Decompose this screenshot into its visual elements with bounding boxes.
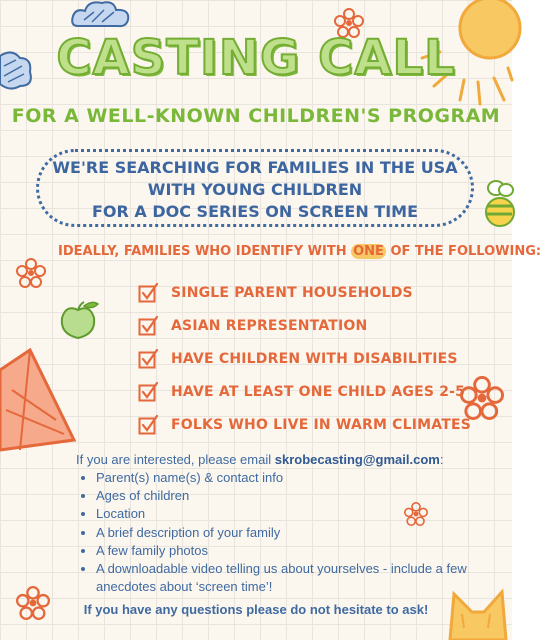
checklist-item <box>138 309 458 342</box>
checkbox-icon <box>138 316 158 336</box>
contact-intro-after: : <box>439 452 444 467</box>
checkbox-icon <box>138 283 158 303</box>
list-item: • Ages of children <box>96 487 488 505</box>
checklist-label: SINGLE PARENT HOUSEHOLDS <box>171 284 413 301</box>
list-item: • A few family photos <box>96 542 488 560</box>
checklist-label: ASIAN REPRESENTATION <box>171 317 368 334</box>
contact-email: skrobecasting@gmail.com <box>274 452 440 467</box>
checklist-label: HAVE AT LEAST ONE CHILD AGES 2-5 <box>171 383 466 400</box>
poster-title: CASTING CALL <box>56 30 456 86</box>
checklist-item <box>138 408 472 441</box>
contact-section <box>76 452 488 596</box>
apple-icon <box>56 300 100 340</box>
checklist-label: FOLKS WHO LIVE IN WARM CLIMATES <box>171 416 472 433</box>
closing-note: If you have any questions please do not hesitate to ask! <box>83 602 429 617</box>
bee-icon <box>482 180 512 230</box>
contact-intro <box>76 452 488 467</box>
search-callout <box>36 149 474 227</box>
tent-icon <box>0 350 74 460</box>
cloud-icon <box>70 0 132 28</box>
poster-subtitle: FOR A WELL-KNOWN CHILDREN'S PROGRAM <box>11 105 501 127</box>
ideally-text-after: OF THE FOLLOWING: <box>385 244 541 259</box>
callout-line: WITH YOUNG CHILDREN <box>147 180 363 199</box>
requirements-list <box>76 469 488 596</box>
ideally-heading <box>58 244 541 259</box>
list-item: • Parent(s) name(s) & contact info <box>96 469 488 487</box>
flower-icon <box>460 376 504 420</box>
flower-icon <box>16 258 46 288</box>
list-item: • A brief description of your family <box>96 524 488 542</box>
checklist-item <box>138 375 466 408</box>
checkbox-icon <box>138 415 158 435</box>
ideally-text-before: IDEALLY, FAMILIES WHO IDENTIFY WITH <box>58 244 352 259</box>
checkbox-icon <box>138 349 158 369</box>
checklist-item <box>138 276 458 309</box>
callout-line: FOR A DOC SERIES ON SCREEN TIME <box>91 202 418 221</box>
list-item: • A downloadable video telling us about yourselves - include a few anecdotes about ‘screen time’! <box>96 560 488 596</box>
list-item: • Location <box>96 505 488 523</box>
checkbox-icon <box>138 382 158 402</box>
contact-intro-text: If you are interested, please email <box>76 452 275 467</box>
checklist-item <box>138 342 458 375</box>
ideally-highlight: ONE <box>353 244 384 259</box>
checklist-label: HAVE CHILDREN WITH DISABILITIES <box>171 350 458 367</box>
criteria-checklist <box>138 276 472 441</box>
callout-line: WE'RE SEARCHING FOR FAMILIES IN THE USA <box>52 158 458 177</box>
